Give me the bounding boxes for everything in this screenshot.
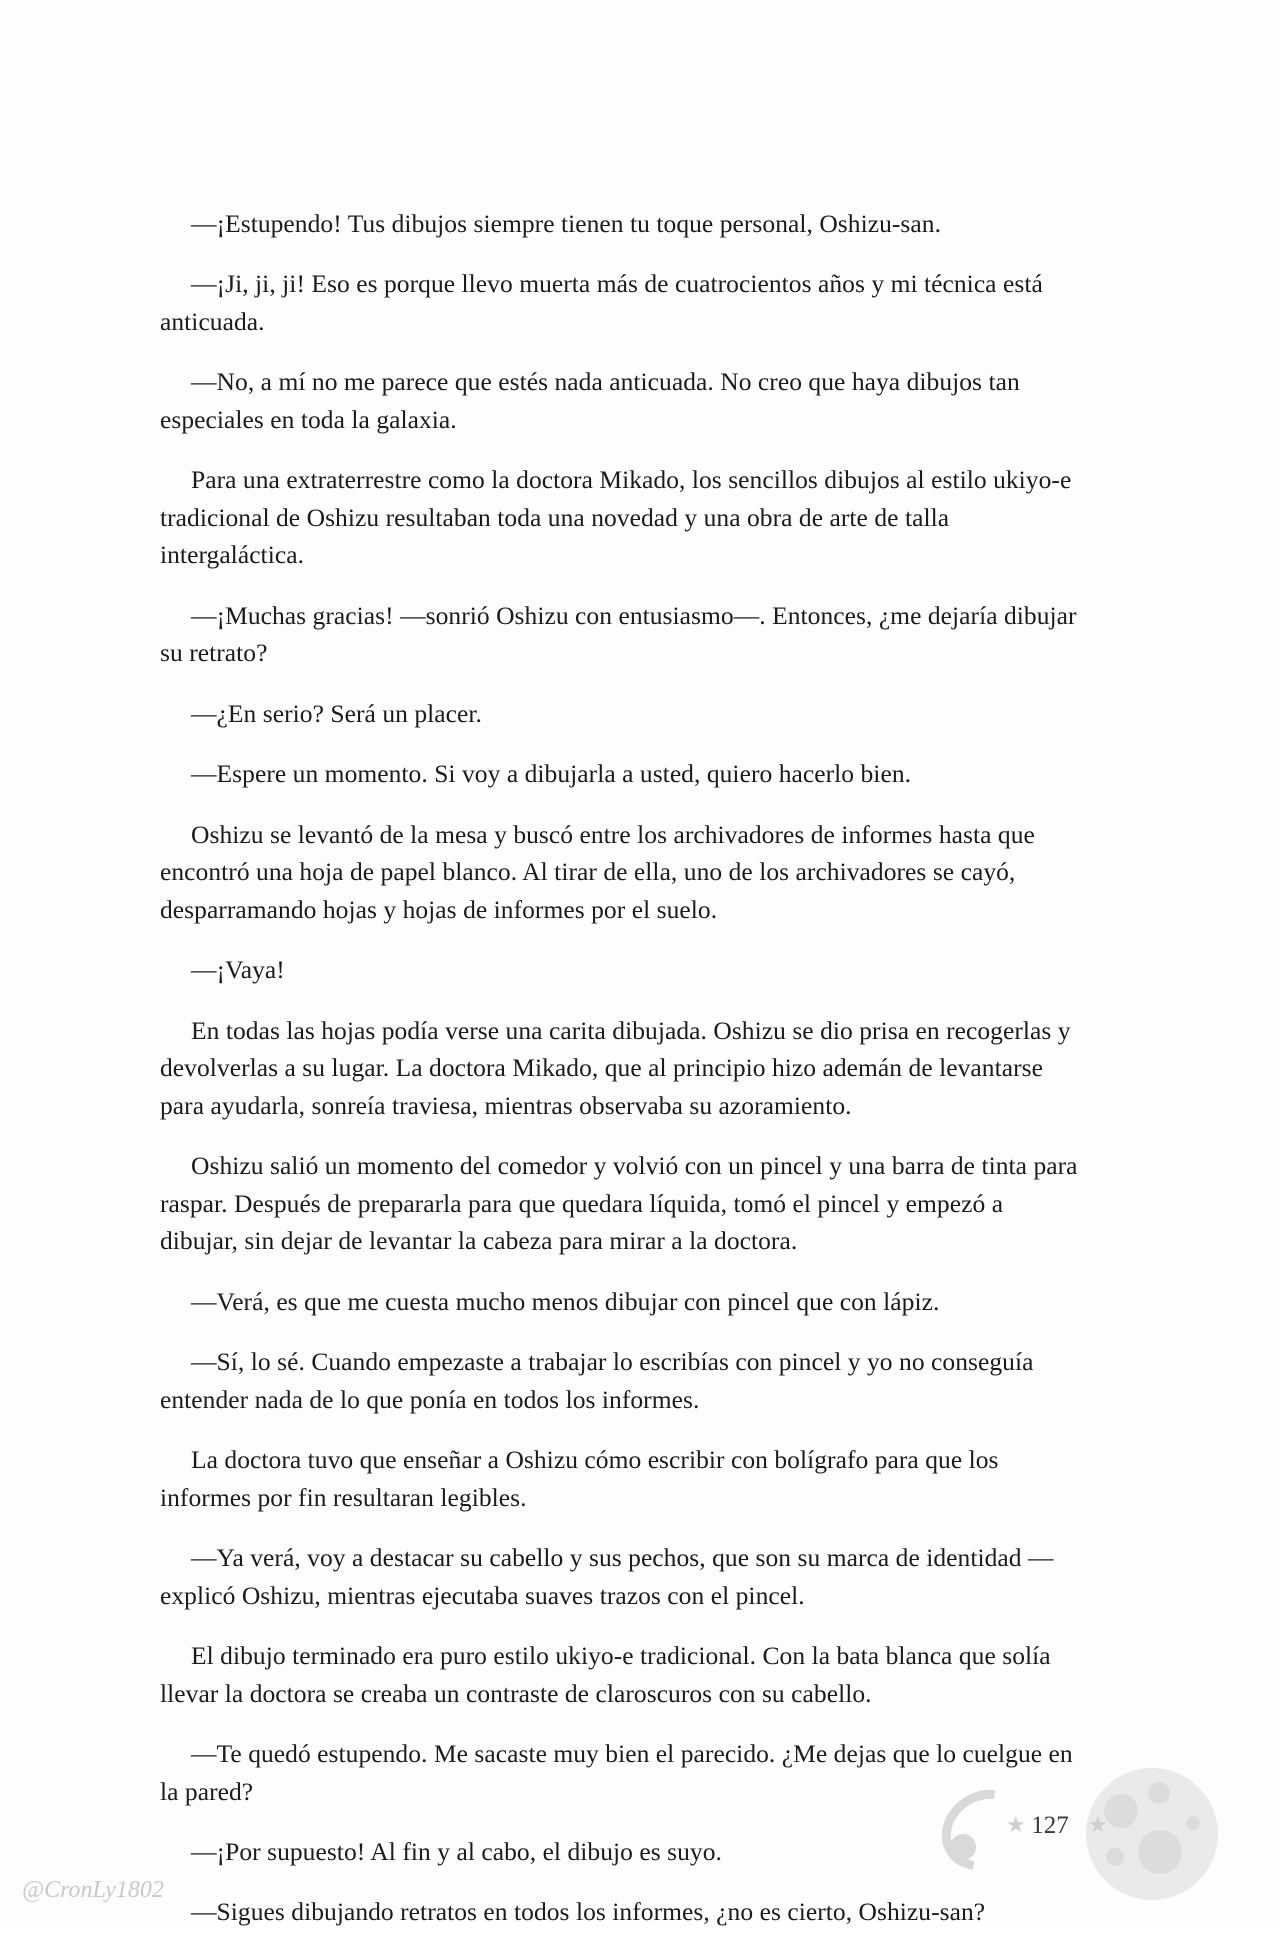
paragraph: —Ya verá, voy a destacar su cabello y sus pechos, que son su marca de identidad —explicó Oshizu, mientras ejecutaba suaves trazos con el pincel. <box>160 1543 1054 1610</box>
moon-crater <box>1186 1816 1200 1830</box>
paragraph: —Espere un momento. Si voy a dibujarla a usted, quiero hacerlo bien. <box>191 759 912 789</box>
paragraph: La doctora tuvo que enseñar a Oshizu cómo escribir con bolígrafo para que los informes por fin resultaran legibles. <box>160 1445 999 1512</box>
paragraph: —¡Vaya! <box>191 955 285 985</box>
paragraph: Oshizu se levantó de la mesa y buscó entre los archivadores de informes hasta que encontró una hoja de papel blanco. Al tirar de ella, uno de los archivadores se cayó, desparramando hojas y hojas de informes por el suelo. <box>160 819 1035 924</box>
paragraph: —¿En serio? Será un placer. <box>191 698 482 728</box>
paragraph: —Verá, es que me cuesta mucho menos dibujar con pincel que con lápiz. <box>191 1286 940 1316</box>
star-icon: ★ <box>1006 1812 1026 1837</box>
paragraph: —Te quedó estupendo. Me sacaste muy bien el parecido. ¿Me dejas que lo cuelgue en la pared? <box>160 1739 1073 1806</box>
paragraph: El dibujo terminado era puro estilo ukiyo-e tradicional. Con la bata blanca que solía llevar la doctora se creaba un contraste de claroscuros con su cabello. <box>160 1641 1051 1708</box>
page-number: 127 <box>1031 1812 1069 1839</box>
paragraph: Oshizu salió un momento del comedor y volvió con un pincel y una barra de tinta para raspar. Después de prepararla para que quedara líquida, tomó el pincel y empezó a dibujar, sin dejar de levantar la cabeza para mirar a la doctora. <box>160 1151 1078 1256</box>
paragraph: —¡Por supuesto! Al fin y al cabo, el dibujo es suyo. <box>191 1836 722 1866</box>
moon-crater <box>1148 1782 1170 1804</box>
star-icon: ★ <box>1088 1812 1108 1837</box>
page-body-text <box>160 205 1085 1954</box>
paragraph: —Sigues dibujando retratos en todos los informes, ¿no es cierto, Oshizu-san? <box>191 1897 986 1927</box>
watermark: @CronLy1802 <box>22 1877 164 1903</box>
paragraph: —No, a mí no me parece que estés nada anticuada. No creo que haya dibujos tan especiales en toda la galaxia. <box>160 367 1020 434</box>
paragraph: —Sí, lo sé. Cuando empezaste a trabajar lo escribías con pincel y yo no conseguía entender nada de lo que ponía en todos los informes. <box>160 1347 1034 1414</box>
page-footer-ornament <box>940 1760 1240 1910</box>
paragraph: En todas las hojas podía verse una carita dibujada. Oshizu se dio prisa en recogerlas y devolverlas a su lugar. La doctora Mikado, que al principio hizo ademán de levantarse para ayudarla, sonreía traviesa, mientras observaba su azoramiento. <box>160 1015 1071 1120</box>
paragraph: —¡Ji, ji, ji! Eso es porque llevo muerta más de cuatrocientos años y mi técnica está anticuada. <box>160 269 1043 336</box>
paragraph: Para una extraterrestre como la doctora Mikado, los sencillos dibujos al estilo ukiyo-e tradicional de Oshizu resultaban toda una novedad y una obra de arte de talla intergaláctica. <box>160 465 1072 570</box>
moon-crater <box>1106 1848 1124 1866</box>
paragraph: —¡Muchas gracias! —sonrió Oshizu con entusiasmo—. Entonces, ¿me dejaría dibujar su retrato? <box>160 600 1077 668</box>
paragraph: —¡Estupendo! Tus dibujos siempre tienen tu toque personal, Oshizu-san. <box>191 209 941 238</box>
